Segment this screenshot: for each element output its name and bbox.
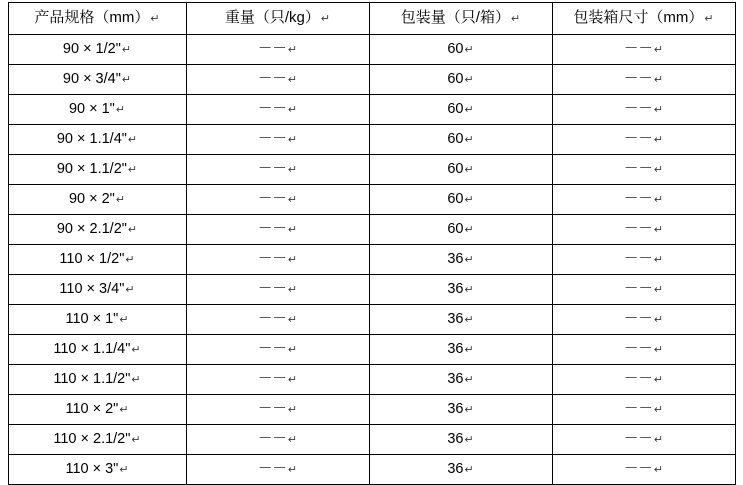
cell-boxsize — [552, 95, 735, 125]
cell-qty-text: 60 — [447, 131, 464, 147]
cell-weight — [186, 125, 369, 155]
cell-spec-text: 90 × 1.1/4" — [56, 131, 127, 147]
paragraph-mark-icon: ↵ — [653, 464, 664, 476]
cell-qty-text: 60 — [447, 161, 464, 177]
paragraph-mark-icon: ↵ — [653, 404, 664, 416]
cell-boxsize-text: －－ — [623, 221, 653, 237]
cell-boxsize — [552, 275, 735, 305]
paragraph-mark-icon: ↵ — [287, 284, 298, 296]
paragraph-mark-icon: ↵ — [653, 194, 664, 206]
cell-spec — [8, 185, 186, 215]
table-row — [8, 245, 735, 275]
cell-spec-text: 90 × 1/2" — [62, 41, 121, 57]
cell-boxsize — [552, 245, 735, 275]
cell-weight — [186, 155, 369, 185]
cell-qty — [369, 275, 552, 305]
cell-qty — [369, 65, 552, 95]
cell-spec — [8, 155, 186, 185]
column-header-spec — [8, 3, 186, 35]
cell-qty — [369, 455, 552, 485]
cell-weight — [186, 65, 369, 95]
cell-qty — [369, 155, 552, 185]
cell-spec — [8, 305, 186, 335]
cell-spec-text: 110 × 1/2" — [59, 251, 125, 267]
cell-spec-text: 90 × 1.1/2" — [56, 161, 127, 177]
paragraph-mark-icon: ↵ — [653, 44, 664, 56]
paragraph-mark-icon: ↵ — [287, 314, 298, 326]
paragraph-mark-icon: ↵ — [464, 224, 474, 236]
cell-spec-text: 110 × 2" — [65, 401, 119, 417]
cell-spec — [8, 35, 186, 65]
cell-qty-text: 36 — [447, 371, 464, 387]
cell-boxsize — [552, 305, 735, 335]
paragraph-mark-icon: ↵ — [653, 254, 664, 266]
paragraph-mark-icon: ↵ — [464, 74, 474, 86]
cell-spec-text: 90 × 2.1/2" — [56, 221, 127, 237]
cell-qty-text: 60 — [447, 71, 464, 87]
cell-spec-text: 110 × 1.1/2" — [53, 371, 131, 387]
table-row — [8, 455, 735, 485]
column-header-spec-text: 产品规格（mm） — [34, 9, 150, 26]
paragraph-mark-icon: ↵ — [464, 374, 474, 386]
table-row — [8, 425, 735, 455]
table-row — [8, 125, 735, 155]
paragraph-mark-icon: ↵ — [127, 224, 138, 236]
table-row — [8, 65, 735, 95]
paragraph-mark-icon: ↵ — [119, 314, 129, 326]
cell-boxsize-text: －－ — [623, 281, 653, 297]
cell-qty — [369, 185, 552, 215]
paragraph-mark-icon: ↵ — [131, 344, 141, 356]
cell-weight-text: －－ — [257, 371, 287, 387]
cell-weight — [186, 245, 369, 275]
cell-weight — [186, 305, 369, 335]
cell-weight — [186, 365, 369, 395]
cell-weight-text: －－ — [257, 401, 287, 417]
cell-qty — [369, 365, 552, 395]
cell-qty — [369, 95, 552, 125]
cell-boxsize — [552, 155, 735, 185]
paragraph-mark-icon: ↵ — [653, 434, 664, 446]
cell-spec-text: 110 × 3/4" — [59, 281, 125, 297]
cell-boxsize-text: －－ — [623, 341, 653, 357]
cell-boxsize — [552, 125, 735, 155]
paragraph-mark-icon: ↵ — [464, 104, 474, 116]
cell-spec — [8, 245, 186, 275]
table-row — [8, 215, 735, 245]
cell-boxsize — [552, 455, 735, 485]
paragraph-mark-icon: ↵ — [653, 314, 664, 326]
table-row — [8, 35, 735, 65]
paragraph-mark-icon: ↵ — [464, 344, 474, 356]
cell-weight-text: －－ — [257, 41, 287, 57]
paragraph-mark-icon: ↵ — [653, 104, 664, 116]
cell-qty-text: 36 — [447, 251, 464, 267]
cell-qty-text: 60 — [447, 101, 464, 117]
cell-weight-text: －－ — [257, 71, 287, 87]
cell-spec — [8, 215, 186, 245]
cell-boxsize-text: －－ — [623, 71, 653, 87]
paragraph-mark-icon: ↵ — [287, 224, 298, 236]
cell-weight — [186, 425, 369, 455]
cell-boxsize — [552, 185, 735, 215]
paragraph-mark-icon: ↵ — [653, 344, 664, 356]
cell-qty-text: 36 — [447, 281, 464, 297]
table-row — [8, 275, 735, 305]
cell-boxsize-text: －－ — [623, 311, 653, 327]
paragraph-mark-icon: ↵ — [320, 13, 331, 25]
cell-weight — [186, 95, 369, 125]
paragraph-mark-icon: ↵ — [464, 254, 474, 266]
paragraph-mark-icon: ↵ — [131, 434, 141, 446]
paragraph-mark-icon: ↵ — [287, 464, 298, 476]
cell-qty — [369, 305, 552, 335]
cell-qty-text: 60 — [447, 41, 464, 57]
table-row — [8, 185, 735, 215]
paragraph-mark-icon: ↵ — [464, 284, 474, 296]
cell-weight-text: －－ — [257, 431, 287, 447]
paragraph-mark-icon: ↵ — [125, 254, 135, 266]
cell-boxsize-text: －－ — [623, 371, 653, 387]
cell-weight — [186, 275, 369, 305]
paragraph-mark-icon: ↵ — [464, 134, 474, 146]
table-header — [8, 3, 735, 35]
cell-weight — [186, 395, 369, 425]
cell-spec — [8, 395, 186, 425]
cell-boxsize — [552, 425, 735, 455]
cell-spec — [8, 335, 186, 365]
paragraph-mark-icon: ↵ — [287, 74, 298, 86]
table-header-row — [8, 3, 735, 35]
paragraph-mark-icon: ↵ — [510, 13, 521, 25]
paragraph-mark-icon: ↵ — [287, 404, 298, 416]
cell-weight-text: －－ — [257, 251, 287, 267]
column-header-weight — [186, 3, 369, 35]
cell-boxsize-text: －－ — [623, 191, 653, 207]
cell-qty — [369, 125, 552, 155]
cell-weight-text: －－ — [257, 311, 287, 327]
cell-weight — [186, 335, 369, 365]
paragraph-mark-icon: ↵ — [287, 44, 298, 56]
cell-qty — [369, 245, 552, 275]
cell-weight-text: －－ — [257, 341, 287, 357]
paragraph-mark-icon: ↵ — [653, 284, 664, 296]
paragraph-mark-icon: ↵ — [653, 134, 664, 146]
cell-spec — [8, 365, 186, 395]
paragraph-mark-icon: ↵ — [131, 374, 141, 386]
cell-qty — [369, 335, 552, 365]
cell-qty-text: 60 — [447, 221, 464, 237]
column-header-qty-text: 包装量（只/箱） — [400, 9, 510, 26]
cell-qty-text: 36 — [447, 401, 464, 417]
paragraph-mark-icon: ↵ — [464, 314, 474, 326]
cell-boxsize — [552, 335, 735, 365]
paragraph-mark-icon: ↵ — [464, 44, 474, 56]
paragraph-mark-icon: ↵ — [150, 13, 160, 25]
paragraph-mark-icon: ↵ — [704, 13, 714, 25]
cell-spec — [8, 65, 186, 95]
cell-spec — [8, 275, 186, 305]
paragraph-mark-icon: ↵ — [115, 104, 126, 116]
cell-boxsize-text: －－ — [623, 401, 653, 417]
cell-weight-text: －－ — [257, 281, 287, 297]
cell-qty — [369, 215, 552, 245]
cell-boxsize — [552, 215, 735, 245]
paragraph-mark-icon: ↵ — [287, 134, 298, 146]
cell-boxsize-text: －－ — [623, 161, 653, 177]
cell-boxsize — [552, 65, 735, 95]
cell-qty-text: 36 — [447, 311, 464, 327]
paragraph-mark-icon: ↵ — [464, 404, 474, 416]
paragraph-mark-icon: ↵ — [127, 134, 138, 146]
cell-spec-text: 90 × 1" — [68, 101, 115, 117]
paragraph-mark-icon: ↵ — [287, 254, 298, 266]
cell-boxsize-text: －－ — [623, 41, 653, 57]
paragraph-mark-icon: ↵ — [121, 74, 132, 86]
cell-boxsize-text: －－ — [623, 461, 653, 477]
paragraph-mark-icon: ↵ — [119, 464, 129, 476]
cell-weight-text: －－ — [257, 101, 287, 117]
table-row — [8, 305, 735, 335]
table-row — [8, 155, 735, 185]
cell-spec — [8, 125, 186, 155]
table-row — [8, 395, 735, 425]
cell-qty-text: 60 — [447, 191, 464, 207]
paragraph-mark-icon: ↵ — [121, 44, 132, 56]
paragraph-mark-icon: ↵ — [653, 374, 664, 386]
specification-table — [8, 2, 736, 485]
paragraph-mark-icon: ↵ — [125, 284, 135, 296]
paragraph-mark-icon: ↵ — [464, 194, 474, 206]
paragraph-mark-icon: ↵ — [287, 344, 298, 356]
cell-qty-text: 36 — [447, 341, 464, 357]
cell-qty-text: 36 — [447, 431, 464, 447]
cell-spec-text: 90 × 2" — [68, 191, 115, 207]
cell-weight-text: －－ — [257, 221, 287, 237]
cell-spec-text: 110 × 1.1/4" — [53, 341, 131, 357]
table-row — [8, 335, 735, 365]
cell-weight-text: －－ — [257, 131, 287, 147]
paragraph-mark-icon: ↵ — [653, 164, 664, 176]
paragraph-mark-icon: ↵ — [287, 104, 298, 116]
cell-qty — [369, 425, 552, 455]
paragraph-mark-icon: ↵ — [115, 194, 126, 206]
column-header-boxsize-text: 包装箱尺寸（mm） — [573, 9, 704, 26]
paragraph-mark-icon: ↵ — [653, 224, 664, 236]
cell-qty — [369, 35, 552, 65]
column-header-weight-text: 重量（只/kg） — [224, 9, 320, 26]
column-header-qty — [369, 3, 552, 35]
cell-boxsize — [552, 35, 735, 65]
cell-weight-text: －－ — [257, 191, 287, 207]
cell-weight-text: －－ — [257, 161, 287, 177]
paragraph-mark-icon: ↵ — [464, 434, 474, 446]
cell-spec-text: 110 × 2.1/2" — [53, 431, 131, 447]
cell-boxsize-text: －－ — [623, 251, 653, 267]
paragraph-mark-icon: ↵ — [287, 374, 298, 386]
cell-spec — [8, 455, 186, 485]
table-body — [8, 35, 735, 485]
cell-boxsize-text: －－ — [623, 101, 653, 117]
cell-boxsize — [552, 365, 735, 395]
cell-weight — [186, 35, 369, 65]
cell-weight — [186, 215, 369, 245]
cell-spec-text: 90 × 3/4" — [62, 71, 121, 87]
paragraph-mark-icon: ↵ — [464, 164, 474, 176]
paragraph-mark-icon: ↵ — [127, 164, 138, 176]
column-header-boxsize — [552, 3, 735, 35]
cell-weight — [186, 185, 369, 215]
cell-spec — [8, 425, 186, 455]
paragraph-mark-icon: ↵ — [287, 164, 298, 176]
paragraph-mark-icon: ↵ — [653, 74, 664, 86]
paragraph-mark-icon: ↵ — [287, 434, 298, 446]
cell-spec-text: 110 × 3" — [65, 461, 119, 477]
cell-weight — [186, 455, 369, 485]
table-row — [8, 365, 735, 395]
cell-qty — [369, 395, 552, 425]
paragraph-mark-icon: ↵ — [464, 464, 474, 476]
table-row — [8, 95, 735, 125]
paragraph-mark-icon: ↵ — [119, 404, 129, 416]
cell-weight-text: －－ — [257, 461, 287, 477]
cell-boxsize-text: －－ — [623, 431, 653, 447]
cell-qty-text: 36 — [447, 461, 464, 477]
cell-spec-text: 110 × 1" — [65, 311, 119, 327]
paragraph-mark-icon: ↵ — [287, 194, 298, 206]
cell-boxsize — [552, 395, 735, 425]
cell-spec — [8, 95, 186, 125]
cell-boxsize-text: －－ — [623, 131, 653, 147]
